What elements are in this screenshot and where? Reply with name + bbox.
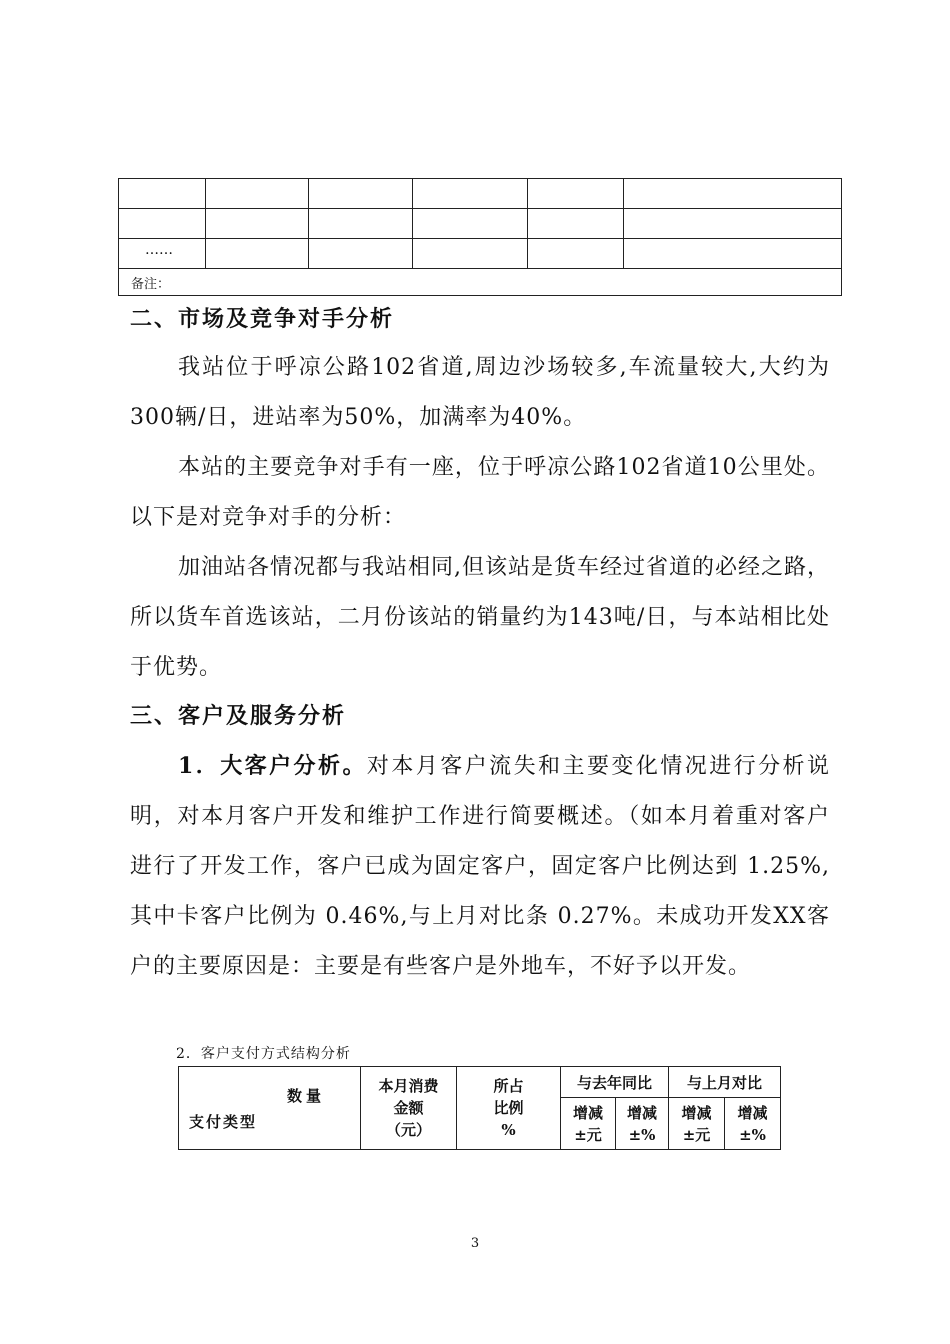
table-cell bbox=[309, 179, 413, 209]
payment-structure-table bbox=[178, 1066, 781, 1150]
page-number: 3 bbox=[470, 1236, 480, 1251]
table-cell bbox=[528, 209, 624, 239]
table-cell bbox=[119, 179, 206, 209]
header-line: 本月消费 bbox=[378, 1077, 439, 1095]
corner-top-label: 数量 bbox=[287, 1087, 326, 1105]
header-line: ±元 bbox=[574, 1125, 602, 1144]
table-cell bbox=[206, 179, 309, 209]
item-title: 1．大客户分析。 bbox=[178, 753, 367, 779]
header-line: ±% bbox=[628, 1125, 656, 1144]
paragraph: 我站位于呼凉公路102省道,周边沙场较多,车流量较大,大约为300辆/日，进站率为50%，加满率为40%。 bbox=[130, 355, 830, 430]
corner-header-cell bbox=[179, 1067, 361, 1150]
table-cell bbox=[624, 209, 842, 239]
table-cell bbox=[413, 239, 528, 269]
customer-paragraph bbox=[130, 741, 830, 992]
table-cell bbox=[528, 239, 624, 269]
header-line: 增减 bbox=[737, 1103, 768, 1122]
corner-bottom-label: 支付类型 bbox=[189, 1113, 258, 1131]
sub-header bbox=[669, 1098, 725, 1150]
table-cell bbox=[206, 239, 309, 269]
sub-header bbox=[725, 1098, 781, 1150]
table-caption: 2．客户支付方式结构分析 bbox=[176, 1046, 351, 1062]
table-cell bbox=[206, 209, 309, 239]
table-cell bbox=[309, 209, 413, 239]
section-heading-customer: 三、客户及服务分析 bbox=[130, 703, 347, 729]
amount-header bbox=[361, 1067, 457, 1150]
continuation-table bbox=[118, 178, 842, 296]
item-text: 对本月客户流失和主要变化情况进行分析说明，对本月客户开发和维护工作进行简要概述。（如本月着重对客户进行了开发工作，客户已成为固定客户，固定客户比例达到 1.25%,其中卡客户比例为 0.46%,与上月对比条 0.27%。未成功开发XX客户的主要原因是：主要是有些客户是外地车，不好予以开发。 bbox=[130, 754, 830, 979]
table-row bbox=[119, 269, 842, 296]
ratio-header bbox=[457, 1067, 561, 1150]
table-cell bbox=[413, 209, 528, 239]
header-line: % bbox=[501, 1121, 516, 1139]
mom-header: 与上月对比 bbox=[669, 1067, 781, 1098]
header-line: 增减 bbox=[681, 1103, 712, 1122]
table-cell bbox=[309, 239, 413, 269]
table-cell bbox=[528, 179, 624, 209]
sub-header bbox=[561, 1098, 616, 1150]
table-cell bbox=[413, 179, 528, 209]
paragraph: 加油站各情况都与我站相同,但该站是货车经过省道的必经之路，所以货车首选该站，二月份该站的销量约为143吨/日，与本站相比处于优势。 bbox=[130, 555, 830, 680]
market-paragraphs bbox=[130, 343, 830, 693]
table-row bbox=[119, 239, 842, 269]
yoy-header: 与去年同比 bbox=[561, 1067, 669, 1098]
header-line: 增减 bbox=[627, 1103, 658, 1122]
table-cell bbox=[624, 239, 842, 269]
header-line: 增减 bbox=[572, 1103, 603, 1122]
table-header-row bbox=[179, 1067, 781, 1098]
paragraph bbox=[130, 741, 830, 992]
table-cell bbox=[119, 209, 206, 239]
sub-header bbox=[616, 1098, 669, 1150]
paragraph: 本站的主要竞争对手有一座，位于呼凉公路102省道10公里处。以下是对竞争对手的分析： bbox=[130, 455, 830, 530]
header-line: 比例 bbox=[493, 1099, 524, 1117]
table-row bbox=[119, 209, 842, 239]
table-row bbox=[119, 179, 842, 209]
table-cell bbox=[624, 179, 842, 209]
header-line: （元） bbox=[385, 1121, 431, 1139]
header-line: ±% bbox=[739, 1125, 766, 1144]
ellipsis-cell: …… bbox=[119, 239, 206, 269]
header-line: ±元 bbox=[682, 1125, 711, 1144]
header-line: 金额 bbox=[393, 1099, 424, 1117]
section-heading-market: 二、市场及竞争对手分析 bbox=[130, 306, 395, 332]
note-cell: 备注： bbox=[119, 269, 842, 296]
header-line: 所占 bbox=[493, 1077, 524, 1095]
